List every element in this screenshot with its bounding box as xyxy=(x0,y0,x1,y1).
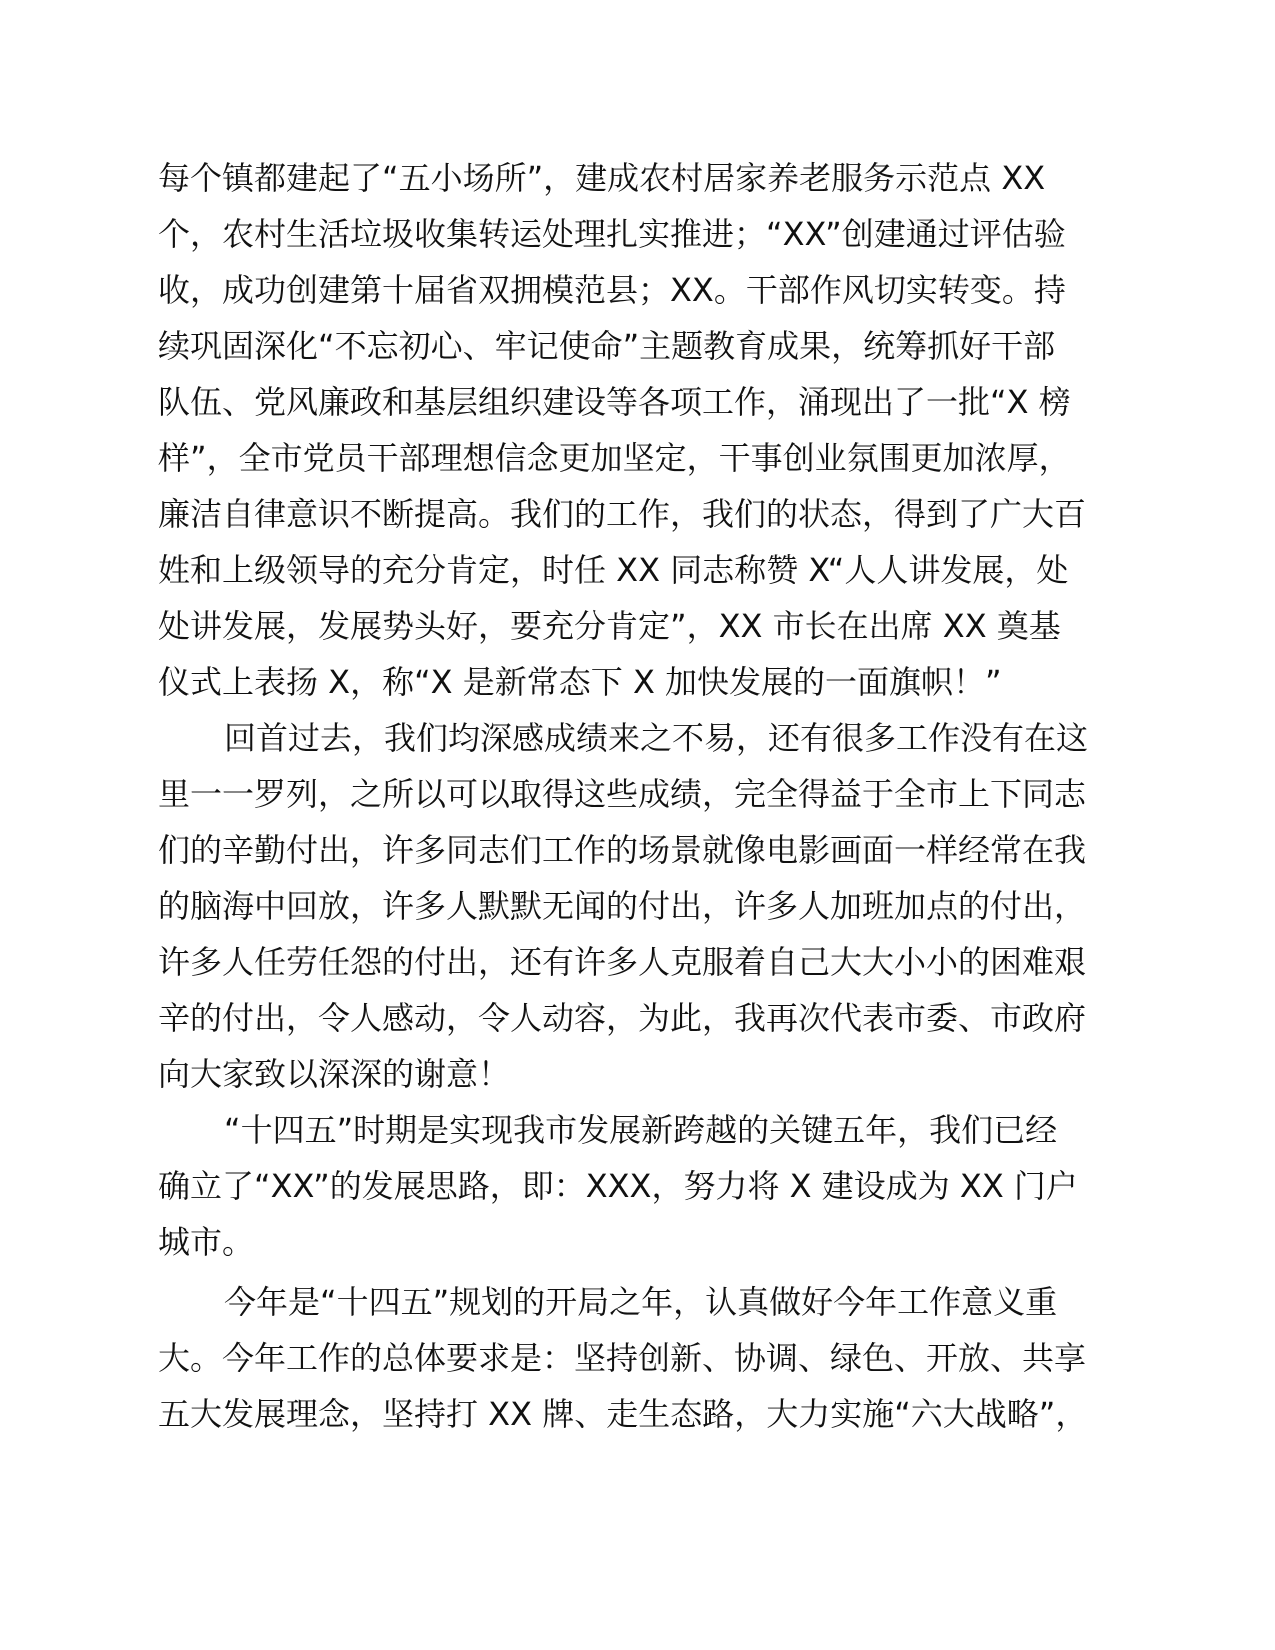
paragraph-start-line: “十四五”时期是实现我市发展新跨越的关键五年，我们已经 xyxy=(224,1111,1058,1149)
text-line: 大。今年工作的总体要求是：坚持创新、协调、绿色、开放、共享 xyxy=(158,1339,1087,1377)
paragraph-start-line: 今年是“十四五”规划的开局之年，认真做好今年工作意义重 xyxy=(224,1283,1058,1321)
text-line: 个，农村生活垃圾收集转运处理扎实推进；“XX”创建通过评估验 xyxy=(158,215,1066,253)
text-line: 样”，全市党员干部理想信念更加坚定，干事创业氛围更加浓厚， xyxy=(158,439,1071,477)
paragraph-start-line: 回首过去，我们均深感成绩来之不易，还有很多工作没有在这 xyxy=(224,719,1089,757)
text-line: 城市。 xyxy=(158,1223,255,1261)
text-line: 确立了“XX”的发展思路，即：XXX，努力将 X 建设成为 XX 门户 xyxy=(158,1167,1078,1205)
text-line: 的脑海中回放，许多人默默无闻的付出，许多人加班加点的付出， xyxy=(158,887,1087,925)
text-line: 每个镇都建起了“五小场所”，建成农村居家养老服务示范点 XX xyxy=(158,159,1046,197)
text-line: 廉洁自律意识不断提高。我们的工作，我们的状态，得到了广大百 xyxy=(158,495,1087,533)
document-body xyxy=(158,150,1118,1442)
text-line: 里一一罗列，之所以可以取得这些成绩，完全得益于全市上下同志 xyxy=(158,775,1087,813)
text-line: 收，成功创建第十届省双拥模范县；XX。干部作风切实转变。持 xyxy=(158,271,1066,309)
text-line: 仪式上表扬 X，称“X 是新常态下 X 加快发展的一面旗帜！” xyxy=(158,663,1002,701)
text-line: 辛的付出，令人感动，令人动容，为此，我再次代表市委、市政府 xyxy=(158,999,1087,1037)
text-line: 处讲发展，发展势头好，要充分肯定”，XX 市长在出席 XX 奠基 xyxy=(158,607,1061,645)
text-line: 许多人任劳任怨的付出，还有许多人克服着自己大大小小的困难艰 xyxy=(158,943,1087,981)
text-line: 们的辛勤付出，许多同志们工作的场景就像电影画面一样经常在我 xyxy=(158,831,1087,869)
text-line: 队伍、党风廉政和基层组织建设等各项工作，涌现出了一批“X 榜 xyxy=(158,383,1071,421)
text-line: 姓和上级领导的充分肯定，时任 XX 同志称赞 X“人人讲发展，处 xyxy=(158,551,1069,589)
text-line: 向大家致以深深的谢意！ xyxy=(158,1055,511,1093)
text-line: 五大发展理念，坚持打 XX 牌、走生态路，大力实施“六大战略”， xyxy=(158,1395,1088,1433)
text-line: 续巩固深化“不忘初心、牢记使命”主题教育成果，统筹抓好干部 xyxy=(158,327,1056,365)
